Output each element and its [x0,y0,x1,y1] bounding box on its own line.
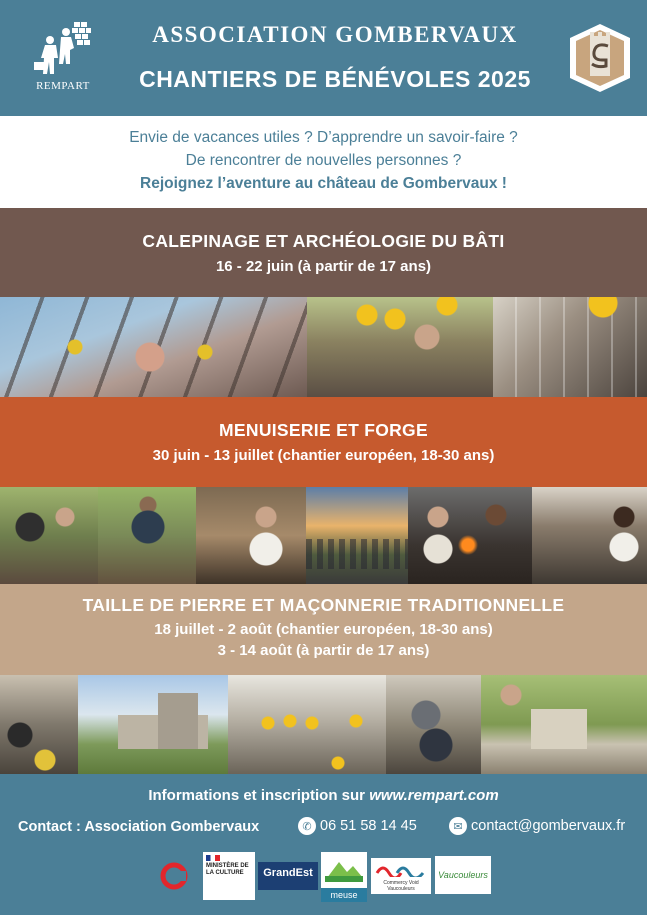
rempart-logo-text: REMPART [36,80,90,92]
intro-line-3: Rejoignez l’aventure au château de Gombervaux ! [140,175,507,192]
photo-castle [78,675,228,774]
cvv-logo-text: Commercy Void Vaucouleurs [383,880,419,892]
ministere-culture-logo [203,852,255,900]
phone-number[interactable]: 06 51 58 14 45 [320,818,417,834]
partner-logos [0,850,647,910]
section-title: MENUISERIE ET FORGE [219,420,428,440]
photo-strip-3 [0,675,647,774]
section-dates: 16 - 22 juin (à partir de 17 ans) [215,258,432,275]
photo-forge [408,487,532,584]
email-contact[interactable] [449,817,625,835]
photo-strip-1 [0,297,647,397]
photo-workers-helmets [307,297,493,397]
phone-contact[interactable] [298,817,417,835]
email-address[interactable]: contact@gombervaux.fr [471,818,626,834]
section-dates-2: 3 - 14 août (à partir de 17 ans) [217,642,430,659]
website-link[interactable]: www.rempart.com [369,787,499,804]
section-calepinage [0,208,647,297]
photo-worker-closeup [493,297,647,397]
phone-icon: ✆ [298,817,316,835]
rempart-logo [28,18,98,94]
photo-sawing [196,487,306,584]
grand-est-logo: GrandEst [258,862,318,890]
vaucouleurs-logo: Vaucouleurs [435,856,491,894]
section-dates: 18 juillet - 2 août (chantier européen, 18-30 ans) [154,621,493,638]
photo-group [306,487,408,584]
photo-group-helmets [228,675,386,774]
info-prefix: Informations et inscription sur [148,787,370,804]
info-line [0,787,647,804]
section-title: TAILLE DE PIERRE ET MAÇONNERIE TRADITIONNELLE [82,595,565,615]
section-dates: 30 juin - 13 juillet (chantier européen, 18-30 ans) [152,447,495,464]
photo-scaffolding [0,297,307,397]
intro-line-2: De rencontrer de nouvelles personnes ? [185,152,462,169]
header [0,0,647,116]
commercy-void-vaucouleurs-logo [371,858,431,894]
footer [0,774,647,915]
photo-carpentry [98,487,196,584]
fondation-patrimoine-logo [150,854,198,906]
gombervaux-logo [568,22,632,94]
association-title: ASSOCIATION GOMBERVAUX [152,22,518,47]
section-menuiserie [0,397,647,487]
intro-line-1: Envie de vacances utiles ? D’apprendre un savoir-faire ? [129,129,518,146]
photo-forge-tent [532,487,647,584]
mail-icon: ✉ [449,817,467,835]
meuse-logo-text: meuse [321,888,367,902]
photo-woodwork-outdoor [0,487,98,584]
section-title: CALEPINAGE ET ARCHÉOLOGIE DU BÂTI [142,231,505,251]
tricolor-flag-icon [206,855,220,861]
intro [0,116,647,208]
photo-stone-block [481,675,647,774]
photo-strip-2 [0,487,647,584]
meuse-logo [321,852,367,900]
chantiers-title: CHANTIERS DE BÉNÉVOLES 2025 [139,66,531,92]
section-taille-pierre [0,584,647,675]
photo-mason [0,675,78,774]
contact-label: Contact : Association Gombervaux [18,819,260,835]
ministere-logo-text: MINISTÈRE DE LA CULTURE [206,863,249,876]
photo-stone-cutting [386,675,481,774]
